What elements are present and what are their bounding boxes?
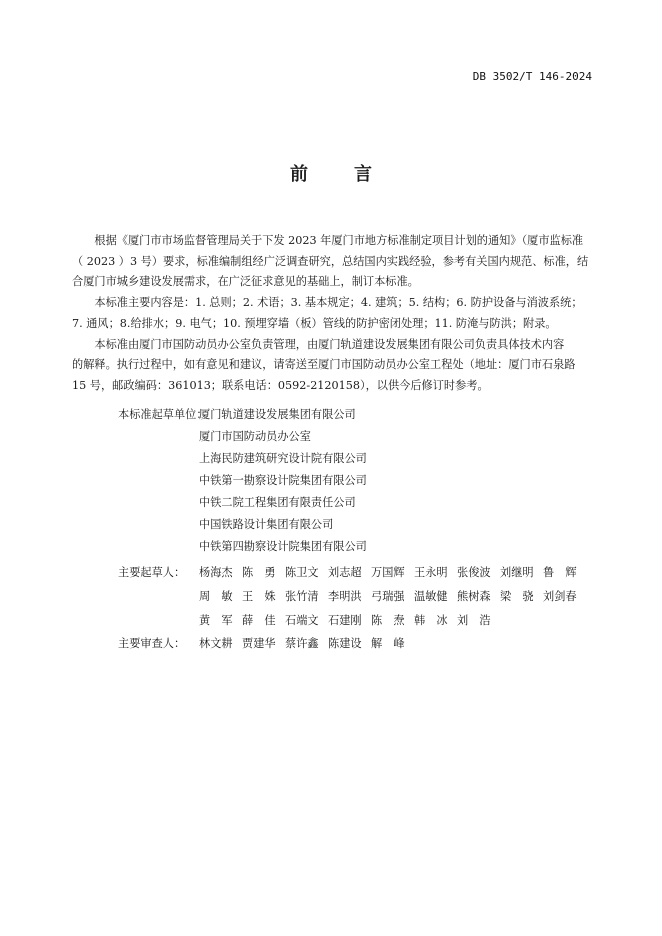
main-drafters-label: 主要起草人：: [118, 566, 186, 579]
drafter-name: 石端文: [285, 614, 319, 627]
text-line: 本标准主要内容是：1. 总则；2. 术语；3. 基本规定；4. 建筑；5. 结构；6. 防护设备与消波系统；: [94, 296, 583, 310]
text-line: 7. 通风；8.给排水；9. 电气；10. 预埋穿墙（板）管线的防护密闭处理；11. 防淹与防洪；附录。: [72, 316, 557, 330]
drafter-name: 陈 焘: [371, 614, 405, 627]
drafter-name: 王 姝: [242, 590, 276, 603]
reviewer-name: 陈建设: [328, 637, 362, 650]
reviewer-name: 蔡许鑫: [285, 637, 319, 650]
drafter-name: 弓瑞强: [371, 590, 405, 603]
drafter-name: 周 敏: [199, 590, 233, 603]
reviewer-name: 解 峰: [371, 637, 405, 650]
main-drafters-rows: [199, 561, 586, 633]
drafter-name: 韩 冰: [414, 614, 448, 627]
reviewer-name: 贾建华: [242, 637, 276, 650]
drafter-name: 薛 佳: [242, 614, 276, 627]
foreword-body: [72, 231, 594, 397]
drafting-unit: 中铁二院工程集团有限责任公司: [199, 496, 356, 509]
name-row: [199, 632, 414, 656]
paragraph-basis: [72, 231, 594, 293]
drafter-name: 陈 勇: [242, 566, 276, 579]
drafter-name: 刘剑春: [543, 590, 577, 603]
drafting-unit: 中国铁路设计集团有限公司: [199, 518, 334, 531]
text-line: （ 2023 ）3 号）要求，标准编制组经广泛调查研究，总结国内实践经验，参考有关国内规范、标准，结: [72, 254, 589, 268]
drafter-name: 万国辉: [371, 566, 405, 579]
drafting-unit: 厦门轨道建设发展集团有限公司: [199, 408, 356, 421]
drafter-name: 鲁 辉: [543, 566, 577, 579]
drafter-name: 石建刚: [328, 614, 362, 627]
drafting-units-label: 本标准起草单位：: [118, 408, 208, 421]
drafting-unit: 上海民防建筑研究设计院有限公司: [199, 452, 367, 465]
paragraph-management: [72, 335, 594, 397]
text-line: 合厦门市城乡建设发展需求，在广泛征求意见的基础上，制订本标准。: [72, 275, 419, 289]
drafter-name: 熊树森: [457, 590, 491, 603]
page-title: 前 言: [290, 164, 386, 185]
text-line: 的解释。执行过程中，如有意见和建议，请寄送至厦门市国防动员办公室工程处（地址：厦门市石泉路: [72, 358, 576, 372]
main-reviewers-rows: [199, 632, 414, 656]
main-reviewers-label: 主要审查人：: [118, 637, 186, 650]
drafter-name: 陈卫文: [285, 566, 319, 579]
drafter-name: 王永明: [414, 566, 448, 579]
drafter-name: 梁 骁: [500, 590, 534, 603]
drafter-name: 黄 军: [199, 614, 233, 627]
paragraph-contents: [72, 293, 594, 334]
drafter-name: 张竹清: [285, 590, 319, 603]
drafter-name: 杨海杰: [199, 566, 233, 579]
drafting-unit: 中铁第一勘察设计院集团有限公司: [199, 474, 367, 487]
drafting-units-list: [199, 404, 367, 558]
drafter-name: 张俊波: [457, 566, 491, 579]
drafter-name: 李明洪: [328, 590, 362, 603]
reviewer-name: 林文耕: [199, 637, 233, 650]
name-row: [199, 609, 586, 633]
drafter-name: 刘继明: [500, 566, 534, 579]
drafter-name: 温敏健: [414, 590, 448, 603]
name-row: [199, 561, 586, 585]
drafting-unit: 中铁第四勘察设计院集团有限公司: [199, 540, 367, 553]
drafter-name: 刘志超: [328, 566, 362, 579]
text-line: 15 号，邮政编码：361013；联系电话：0592-2120158），以供今后修订时参考。: [72, 378, 489, 392]
name-row: [199, 585, 586, 609]
text-line: 本标准由厦门市国防动员办公室负责管理，由厦门轨道建设发展集团有限公司负责具体技术内容: [94, 337, 565, 351]
drafting-unit: 厦门市国防动员办公室: [199, 430, 311, 443]
drafter-name: 刘 浩: [457, 614, 491, 627]
standard-code: DB 3502/T 146-2024: [472, 70, 592, 83]
text-line: 根据《厦门市市场监督管理局关于下发 2023 年厦门市地方标准制定项目计划的通知》（厦市监标准: [94, 234, 584, 247]
